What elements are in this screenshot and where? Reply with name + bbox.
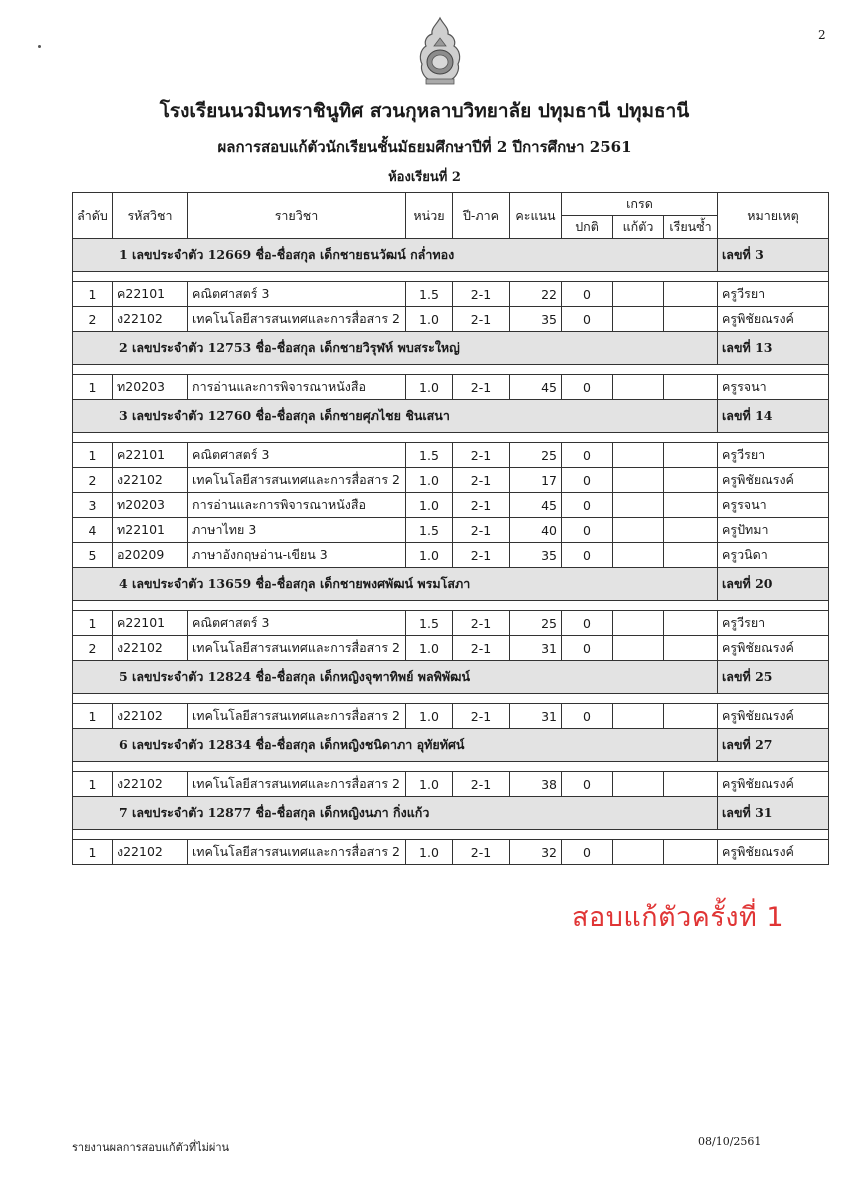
cell-unit: 1.5 xyxy=(406,518,453,543)
cell-repeat xyxy=(664,493,718,518)
col-no: ลำดับ xyxy=(73,193,113,239)
cell-code: ค22101 xyxy=(113,611,188,636)
student-header-row xyxy=(73,797,829,830)
student-info: 5 เลขประจำตัว 12824 ชื่อ-ชื่อสกุล เด็กหญิงจุฑาทิพย์ พลพิพัฒน์ xyxy=(73,661,718,694)
table-row xyxy=(73,518,829,543)
col-grade: เกรด xyxy=(562,193,718,216)
row-spacer xyxy=(73,433,829,443)
cell-no: 1 xyxy=(73,375,113,400)
cell-subject: การอ่านและการพิจารณาหนังสือ xyxy=(188,375,406,400)
student-number: เลขที่ 3 xyxy=(718,239,829,272)
cell-normal: 0 xyxy=(562,840,613,865)
student-info: 1 เลขประจำตัว 12669 ชื่อ-ชื่อสกุล เด็กชายธนวัฒน์ กล่ำทอง xyxy=(73,239,718,272)
cell-normal: 0 xyxy=(562,493,613,518)
cell-unit: 1.0 xyxy=(406,840,453,865)
cell-score: 31 xyxy=(510,636,562,661)
cell-unit: 1.0 xyxy=(406,704,453,729)
student-number: เลขที่ 25 xyxy=(718,661,829,694)
cell-code: ค22101 xyxy=(113,443,188,468)
cell-unit: 1.0 xyxy=(406,307,453,332)
cell-remark: ครูรจนา xyxy=(718,493,829,518)
cell-repeat xyxy=(664,704,718,729)
student-info: 7 เลขประจำตัว 12877 ชื่อ-ชื่อสกุล เด็กหญิงนภา กิ่งแก้ว xyxy=(73,797,718,830)
cell-repeat xyxy=(664,772,718,797)
cell-retake xyxy=(613,443,664,468)
cell-remark: ครูปัทมา xyxy=(718,518,829,543)
cell-repeat xyxy=(664,636,718,661)
cell-retake xyxy=(613,307,664,332)
cell-normal: 0 xyxy=(562,282,613,307)
cell-remark: ครูพิชัยณรงค์ xyxy=(718,772,829,797)
cell-code: ง22102 xyxy=(113,636,188,661)
table-row xyxy=(73,704,829,729)
col-term: ปี-ภาค xyxy=(453,193,510,239)
student-header-row xyxy=(73,400,829,433)
cell-retake xyxy=(613,493,664,518)
cell-subject: เทคโนโลยีสารสนเทศและการสื่อสาร 2 xyxy=(188,468,406,493)
cell-retake xyxy=(613,282,664,307)
cell-code: ง22102 xyxy=(113,704,188,729)
student-header-row xyxy=(73,729,829,762)
cell-score: 25 xyxy=(510,443,562,468)
cell-no: 2 xyxy=(73,307,113,332)
student-header-row xyxy=(73,661,829,694)
cell-remark: ครูพิชัยณรงค์ xyxy=(718,307,829,332)
row-spacer-cell xyxy=(73,601,829,611)
cell-retake xyxy=(613,840,664,865)
cell-subject: เทคโนโลยีสารสนเทศและการสื่อสาร 2 xyxy=(188,840,406,865)
cell-code: ท20203 xyxy=(113,493,188,518)
cell-term: 2-1 xyxy=(453,443,510,468)
cell-no: 3 xyxy=(73,493,113,518)
row-spacer xyxy=(73,272,829,282)
cell-subject: คณิตศาสตร์ 3 xyxy=(188,611,406,636)
cell-remark: ครูรจนา xyxy=(718,375,829,400)
cell-term: 2-1 xyxy=(453,543,510,568)
cell-term: 2-1 xyxy=(453,636,510,661)
cell-remark: ครูพิชัยณรงค์ xyxy=(718,468,829,493)
cell-no: 1 xyxy=(73,611,113,636)
cell-remark: ครูวนิดา xyxy=(718,543,829,568)
cell-score: 38 xyxy=(510,772,562,797)
cell-subject: คณิตศาสตร์ 3 xyxy=(188,443,406,468)
cell-no: 1 xyxy=(73,282,113,307)
row-spacer-cell xyxy=(73,694,829,704)
cell-normal: 0 xyxy=(562,636,613,661)
table-row xyxy=(73,840,829,865)
col-code: รหัสวิชา xyxy=(113,193,188,239)
cell-term: 2-1 xyxy=(453,282,510,307)
cell-remark: ครูพิชัยณรงค์ xyxy=(718,704,829,729)
cell-term: 2-1 xyxy=(453,375,510,400)
cell-code: ง22102 xyxy=(113,840,188,865)
cell-repeat xyxy=(664,840,718,865)
school-emblem-icon xyxy=(414,16,466,88)
cell-score: 45 xyxy=(510,493,562,518)
table-row xyxy=(73,611,829,636)
cell-normal: 0 xyxy=(562,375,613,400)
row-spacer-cell xyxy=(73,762,829,772)
student-number: เลขที่ 14 xyxy=(718,400,829,433)
cell-normal: 0 xyxy=(562,772,613,797)
cell-repeat xyxy=(664,282,718,307)
row-spacer-cell xyxy=(73,365,829,375)
student-number: เลขที่ 31 xyxy=(718,797,829,830)
cell-retake xyxy=(613,375,664,400)
retake-stamp: สอบแก้ตัวครั้งที่ 1 xyxy=(572,902,785,933)
cell-repeat xyxy=(664,543,718,568)
cell-term: 2-1 xyxy=(453,611,510,636)
col-repeat: เรียนซ้ำ xyxy=(664,216,718,239)
cell-code: ท22101 xyxy=(113,518,188,543)
cell-repeat xyxy=(664,518,718,543)
cell-score: 17 xyxy=(510,468,562,493)
cell-subject: ภาษาอังกฤษอ่าน-เขียน 3 xyxy=(188,543,406,568)
table-row xyxy=(73,307,829,332)
cell-score: 35 xyxy=(510,307,562,332)
school-name: โรงเรียนนวมินทราชินูทิศ สวนกุหลาบวิทยาลัย ปทุมธานี ปทุมธานี xyxy=(159,100,690,122)
cell-repeat xyxy=(664,307,718,332)
student-info: 6 เลขประจำตัว 12834 ชื่อ-ชื่อสกุล เด็กหญิงชนิดาภา อุทัยทัศน์ xyxy=(73,729,718,762)
cell-term: 2-1 xyxy=(453,493,510,518)
cell-subject: เทคโนโลยีสารสนเทศและการสื่อสาร 2 xyxy=(188,307,406,332)
cell-unit: 1.0 xyxy=(406,468,453,493)
student-number: เลขที่ 27 xyxy=(718,729,829,762)
cell-no: 1 xyxy=(73,443,113,468)
cell-retake xyxy=(613,518,664,543)
student-header-row xyxy=(73,332,829,365)
cell-repeat xyxy=(664,375,718,400)
table-row xyxy=(73,493,829,518)
report-subtitle: ผลการสอบแก้ตัวนักเรียนชั้นมัธยมศึกษาปีที่ 2 ปีการศึกษา 2561 xyxy=(217,138,632,156)
cell-unit: 1.0 xyxy=(406,636,453,661)
classroom-label: ห้องเรียนที่ 2 xyxy=(388,170,461,185)
cell-normal: 0 xyxy=(562,468,613,493)
col-unit: หน่วย xyxy=(406,193,453,239)
cell-normal: 0 xyxy=(562,611,613,636)
col-retake: แก้ตัว xyxy=(613,216,664,239)
table-row xyxy=(73,443,829,468)
student-number: เลขที่ 13 xyxy=(718,332,829,365)
cell-subject: คณิตศาสตร์ 3 xyxy=(188,282,406,307)
cell-code: ง22102 xyxy=(113,307,188,332)
col-normal: ปกติ xyxy=(562,216,613,239)
grades-table xyxy=(72,192,829,865)
cell-repeat xyxy=(664,443,718,468)
row-spacer-cell xyxy=(73,272,829,282)
cell-subject: เทคโนโลยีสารสนเทศและการสื่อสาร 2 xyxy=(188,704,406,729)
cell-code: ค22101 xyxy=(113,282,188,307)
cell-normal: 0 xyxy=(562,518,613,543)
cell-retake xyxy=(613,772,664,797)
cell-subject: เทคโนโลยีสารสนเทศและการสื่อสาร 2 xyxy=(188,772,406,797)
cell-normal: 0 xyxy=(562,307,613,332)
cell-subject: การอ่านและการพิจารณาหนังสือ xyxy=(188,493,406,518)
col-score: คะแนน xyxy=(510,193,562,239)
col-subject: รายวิชา xyxy=(188,193,406,239)
row-spacer xyxy=(73,830,829,840)
cell-retake xyxy=(613,468,664,493)
student-info: 4 เลขประจำตัว 13659 ชื่อ-ชื่อสกุล เด็กชายพงศพัฒน์ พรมโสภา xyxy=(73,568,718,601)
cell-unit: 1.0 xyxy=(406,772,453,797)
cell-term: 2-1 xyxy=(453,772,510,797)
cell-no: 1 xyxy=(73,704,113,729)
footer-date: 08/10/2561 xyxy=(698,1135,762,1148)
table-row xyxy=(73,636,829,661)
cell-score: 31 xyxy=(510,704,562,729)
cell-remark: ครูวีรยา xyxy=(718,443,829,468)
cell-no: 1 xyxy=(73,772,113,797)
cell-retake xyxy=(613,704,664,729)
student-number: เลขที่ 20 xyxy=(718,568,829,601)
student-info: 3 เลขประจำตัว 12760 ชื่อ-ชื่อสกุล เด็กชายศุภไชย ชินเสนา xyxy=(73,400,718,433)
cell-score: 45 xyxy=(510,375,562,400)
cell-unit: 1.0 xyxy=(406,375,453,400)
cell-term: 2-1 xyxy=(453,468,510,493)
student-info: 2 เลขประจำตัว 12753 ชื่อ-ชื่อสกุล เด็กชายวิรุฬห์ พบสระใหญ่ xyxy=(73,332,718,365)
col-remark: หมายเหตุ xyxy=(718,193,829,239)
row-spacer xyxy=(73,365,829,375)
cell-score: 32 xyxy=(510,840,562,865)
page-number: 2 xyxy=(818,28,826,42)
table-row xyxy=(73,375,829,400)
cell-remark: ครูพิชัยณรงค์ xyxy=(718,636,829,661)
footer-report-title: รายงานผลการสอบแก้ตัวที่ไม่ผ่าน xyxy=(72,1141,230,1154)
row-spacer-cell xyxy=(73,433,829,443)
cell-unit: 1.5 xyxy=(406,611,453,636)
cell-repeat xyxy=(664,611,718,636)
cell-score: 35 xyxy=(510,543,562,568)
cell-code: ง22102 xyxy=(113,468,188,493)
cell-code: อ20209 xyxy=(113,543,188,568)
cell-remark: ครูวีรยา xyxy=(718,282,829,307)
cell-retake xyxy=(613,611,664,636)
cell-score: 22 xyxy=(510,282,562,307)
cell-normal: 0 xyxy=(562,543,613,568)
cell-no: 2 xyxy=(73,636,113,661)
student-header-row xyxy=(73,568,829,601)
cell-no: 1 xyxy=(73,840,113,865)
cell-subject: ภาษาไทย 3 xyxy=(188,518,406,543)
cell-remark: ครูวีรยา xyxy=(718,611,829,636)
table-row xyxy=(73,543,829,568)
row-spacer-cell xyxy=(73,830,829,840)
cell-unit: 1.5 xyxy=(406,443,453,468)
scan-speck xyxy=(38,45,41,48)
table-row xyxy=(73,282,829,307)
cell-no: 4 xyxy=(73,518,113,543)
cell-unit: 1.5 xyxy=(406,282,453,307)
cell-code: ท20203 xyxy=(113,375,188,400)
row-spacer xyxy=(73,694,829,704)
student-header-row xyxy=(73,239,829,272)
cell-normal: 0 xyxy=(562,704,613,729)
cell-score: 25 xyxy=(510,611,562,636)
cell-remark: ครูพิชัยณรงค์ xyxy=(718,840,829,865)
cell-code: ง22102 xyxy=(113,772,188,797)
cell-retake xyxy=(613,543,664,568)
cell-repeat xyxy=(664,468,718,493)
table-row xyxy=(73,468,829,493)
row-spacer xyxy=(73,762,829,772)
cell-unit: 1.0 xyxy=(406,493,453,518)
cell-term: 2-1 xyxy=(453,704,510,729)
cell-term: 2-1 xyxy=(453,307,510,332)
cell-subject: เทคโนโลยีสารสนเทศและการสื่อสาร 2 xyxy=(188,636,406,661)
cell-term: 2-1 xyxy=(453,840,510,865)
table-row xyxy=(73,772,829,797)
cell-no: 5 xyxy=(73,543,113,568)
cell-term: 2-1 xyxy=(453,518,510,543)
cell-retake xyxy=(613,636,664,661)
cell-score: 40 xyxy=(510,518,562,543)
row-spacer xyxy=(73,601,829,611)
cell-normal: 0 xyxy=(562,443,613,468)
cell-unit: 1.0 xyxy=(406,543,453,568)
cell-no: 2 xyxy=(73,468,113,493)
